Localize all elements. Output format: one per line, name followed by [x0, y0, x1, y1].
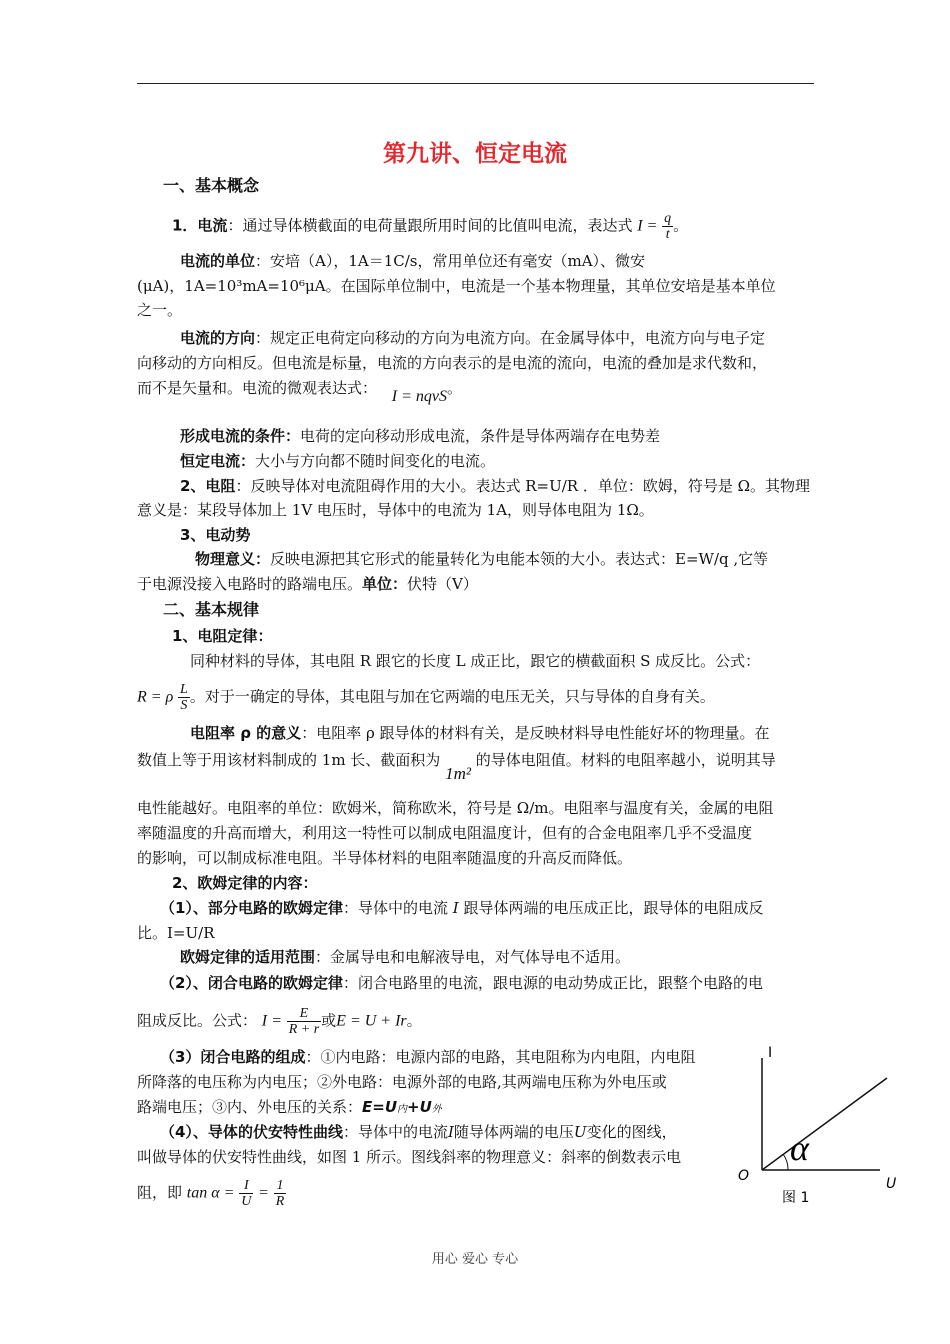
label: 电流的方向	[180, 329, 256, 347]
text: 于电源没接入电路时的路端电压。	[137, 575, 363, 593]
micro-formula: I = nqvS	[391, 388, 448, 405]
text: 数值上等于用该材料制成的 1m 长、截面积为	[137, 751, 441, 769]
heading-ohms-law: 2、欧姆定律的内容：	[172, 874, 318, 892]
label: （1）、部分电路的欧姆定律	[160, 899, 343, 917]
paragraph-resistivity-line4: 率随温度的升高而增大，利用这一特性可以制成电阻温度计，但有的合金电阻率几乎不受温度	[137, 824, 753, 842]
label: （4）、导体的伏安特性曲线	[160, 1123, 343, 1141]
area-value: 1m²	[445, 764, 471, 783]
paragraph-resistance-line2: 意义是：某段导体加上 1V 电压时，导体中的电流为 1A，则导体电阻为 1Ω。	[137, 501, 654, 519]
page-footer: 用心 爱心 专心	[431, 1252, 519, 1267]
label: 欧姆定律的适用范围	[180, 948, 316, 966]
paragraph-formation	[180, 426, 660, 446]
text: ：①内电路：电源内部的电路，其电阻称为内电阻，内电阻	[305, 1048, 696, 1066]
text: 大小与方向都不随时间变化的电流。	[255, 452, 496, 470]
paragraph-direction-line3	[137, 378, 463, 405]
formula-fraction-2	[274, 1178, 287, 1209]
denominator: t	[665, 227, 670, 242]
text: 电荷的定向移动形成电流，条件是导体两端存在电势差	[300, 427, 661, 445]
axis-label-U: U	[886, 1176, 897, 1192]
paragraph-current-definition	[172, 211, 688, 242]
paragraph-c4-line2: 叫做导体的伏安特性曲线，如图 1 所示。图线斜率的物理意义：斜率的倒数表示电	[137, 1148, 682, 1166]
paragraph-scope	[180, 947, 630, 967]
paragraph-resistivity-line1	[190, 723, 770, 743]
angle-label: α	[790, 1128, 809, 1168]
symbol-I: I	[452, 899, 459, 917]
angle-arc	[783, 1154, 788, 1170]
formula-lhs: R = ρ	[137, 688, 174, 706]
text: ：闭合电路里的电流，跟电源的电动势成正比，跟整个电路的电	[342, 974, 763, 992]
text: 阻成反比。公式：	[137, 1011, 258, 1030]
text: ：电阻率 ρ 跟导体的材料有关，是反映材料导电性能好坏的物理量。在	[301, 724, 770, 742]
paragraph-ohm1-line2: 比。I=U/R	[137, 924, 215, 942]
paragraph-ohm2-line1	[160, 973, 763, 993]
text: 反映电源把其它形式的能量转化为电能本领的大小。表达式：E=W/q ,它等	[270, 550, 769, 568]
formula-fraction	[178, 682, 190, 713]
paragraph-c3-line3	[137, 1097, 442, 1120]
text: 。对于一确定的导体，其电阻与加在它两端的电压无关，只与导体的自身有关。	[189, 687, 715, 706]
label: 恒定电流：	[180, 452, 256, 470]
denominator: R	[275, 1194, 285, 1209]
paragraph-ohm1-line1	[160, 898, 763, 918]
denominator: S	[180, 698, 188, 713]
numerator: q	[664, 211, 672, 226]
label: 物理意义：	[195, 550, 271, 568]
paragraph-resistance-law-line1: 同种材料的导体，其电阻 R 跟它的长度 L 成正比，跟它的横截面积 S 成反比。公式：	[190, 652, 761, 670]
end: 。	[447, 379, 463, 397]
text: 随导体两端的电压	[453, 1123, 574, 1141]
label: 电流的单位	[180, 252, 256, 270]
text: ：导体中的电流	[342, 899, 453, 917]
figure-iv-curve	[730, 1040, 900, 1210]
formula-fraction	[287, 1006, 321, 1037]
numerator: L	[180, 682, 188, 697]
iv-line	[762, 1078, 887, 1170]
symbol-I: I	[447, 1123, 454, 1141]
end: 。	[406, 1011, 422, 1030]
formula-fraction	[662, 211, 673, 242]
text: 而不是矢量和。电流的微观表达式：	[137, 379, 378, 397]
paragraph-resistivity-line3: 电性能越好。电阻率的单位：欧姆米，简称欧米，符号是 Ω/m。电阻率与温度有关，金属的电阻	[137, 799, 774, 817]
text: 变化的图线，	[586, 1123, 677, 1141]
paragraph-emf-line2	[137, 574, 478, 594]
paragraph-ohm2-line2	[137, 1006, 422, 1037]
formula-lhs: I =	[637, 217, 658, 235]
paragraph-emf-line1	[195, 549, 768, 569]
axis-label-I: I	[768, 1045, 773, 1061]
paragraph-unit-line3: 之一。	[137, 301, 183, 319]
or-text: 或	[321, 1011, 337, 1030]
text: 的导体电阻值。材料的电阻率越小，说明其导	[475, 751, 776, 769]
label: 形成电流的条件：	[180, 427, 301, 445]
origin-label: O	[738, 1168, 750, 1184]
label: （3）闭合电路的组成	[160, 1048, 306, 1066]
section-heading-basic-laws: 二、基本规律	[163, 600, 260, 619]
label: 电阻率 ρ 的意义	[190, 724, 302, 742]
paragraph-unit-line1	[180, 251, 645, 271]
text: ：导体中的电流	[342, 1123, 448, 1141]
subscript-inner: 内	[397, 1104, 408, 1115]
paragraph-c4-line1	[160, 1122, 677, 1142]
paragraph-c3-line1	[160, 1047, 695, 1067]
text: 路端电压；③内、外电压的关系：	[137, 1098, 363, 1116]
text: ：安培（A），1A＝1C/s，常用单位还有毫安（mA）、微安	[255, 252, 646, 270]
text: ：反映导体对电流阻碍作用的大小。表达式 R=U/R ．单位：欧姆，符号是 Ω。其物理	[235, 477, 811, 495]
formula-lhs: tan α =	[186, 1184, 235, 1202]
unit-label: 单位：	[362, 575, 408, 593]
paragraph-resistivity-line2	[137, 750, 776, 783]
text: ：规定正电荷定向移动的方向为电流方向。在金属导体中，电流方向与电子定	[255, 329, 766, 347]
text: ：通过导体横截面的电荷量跟所用时间的比值叫电流，表达式	[227, 216, 633, 235]
text: 跟导体两端的电压成正比，跟导体的电阻成反	[458, 899, 764, 917]
header-rule	[137, 83, 814, 84]
section-heading-basic-concepts: 一、基本概念	[163, 176, 260, 195]
formula-equals: =	[258, 1184, 269, 1202]
heading-resistance-law: 1、电阻定律：	[172, 627, 273, 645]
paragraph-constant-current	[180, 451, 495, 471]
heading-emf: 3、电动势	[180, 526, 251, 544]
paragraph-c3-line2: 所降落的电压称为内电压；②外电路：电源外部的电路,其两端电压称为外电压或	[137, 1073, 667, 1091]
label: 1．电流	[172, 216, 228, 235]
formula: E=U	[362, 1098, 398, 1116]
paragraph-resistance-line1	[180, 476, 810, 496]
paragraph-unit-line2: (μA)，1A=10³mA=10⁶μA。在国际单位制中，电流是一个基本物理量，其单位安培是基本单位	[137, 277, 776, 295]
paragraph-direction-line1	[180, 328, 765, 348]
formula-plus: +U	[407, 1098, 432, 1116]
figure-caption: 图 1	[782, 1190, 810, 1206]
label: 2、电阻	[180, 477, 236, 495]
subscript-outer: 外	[431, 1104, 442, 1115]
paragraph-direction-line2: 向移动的方向相反。但电流是标量，电流的方向表示的是电流的流向，电流的叠加是求代数和，	[137, 354, 768, 372]
numerator: 1	[274, 1178, 287, 1194]
paragraph-c4-line3	[137, 1178, 286, 1209]
formula-fraction-1	[239, 1178, 253, 1209]
page-title: 第九讲、恒定电流	[383, 141, 567, 167]
formula-lhs: I =	[261, 1012, 282, 1030]
end: 。	[673, 216, 689, 235]
label: （2）、闭合电路的欧姆定律	[160, 974, 343, 992]
symbol-U: U	[573, 1123, 587, 1141]
paragraph-resistivity-line5: 的影响，可以制成标准电阻。半导体材料的电阻率随温度的升高反而降低。	[137, 849, 633, 867]
numerator: I	[239, 1178, 253, 1194]
paragraph-resistance-law-line2	[137, 682, 715, 713]
text: ：金属导电和电解液导电，对气体导电不适用。	[315, 948, 631, 966]
formula-2: E = U + Ir	[336, 1012, 407, 1030]
unit: 伏特（V）	[407, 575, 478, 593]
numerator: E	[287, 1006, 321, 1022]
denominator: R + r	[288, 1022, 320, 1037]
denominator: U	[241, 1194, 252, 1209]
text: 阻，即	[137, 1183, 183, 1202]
